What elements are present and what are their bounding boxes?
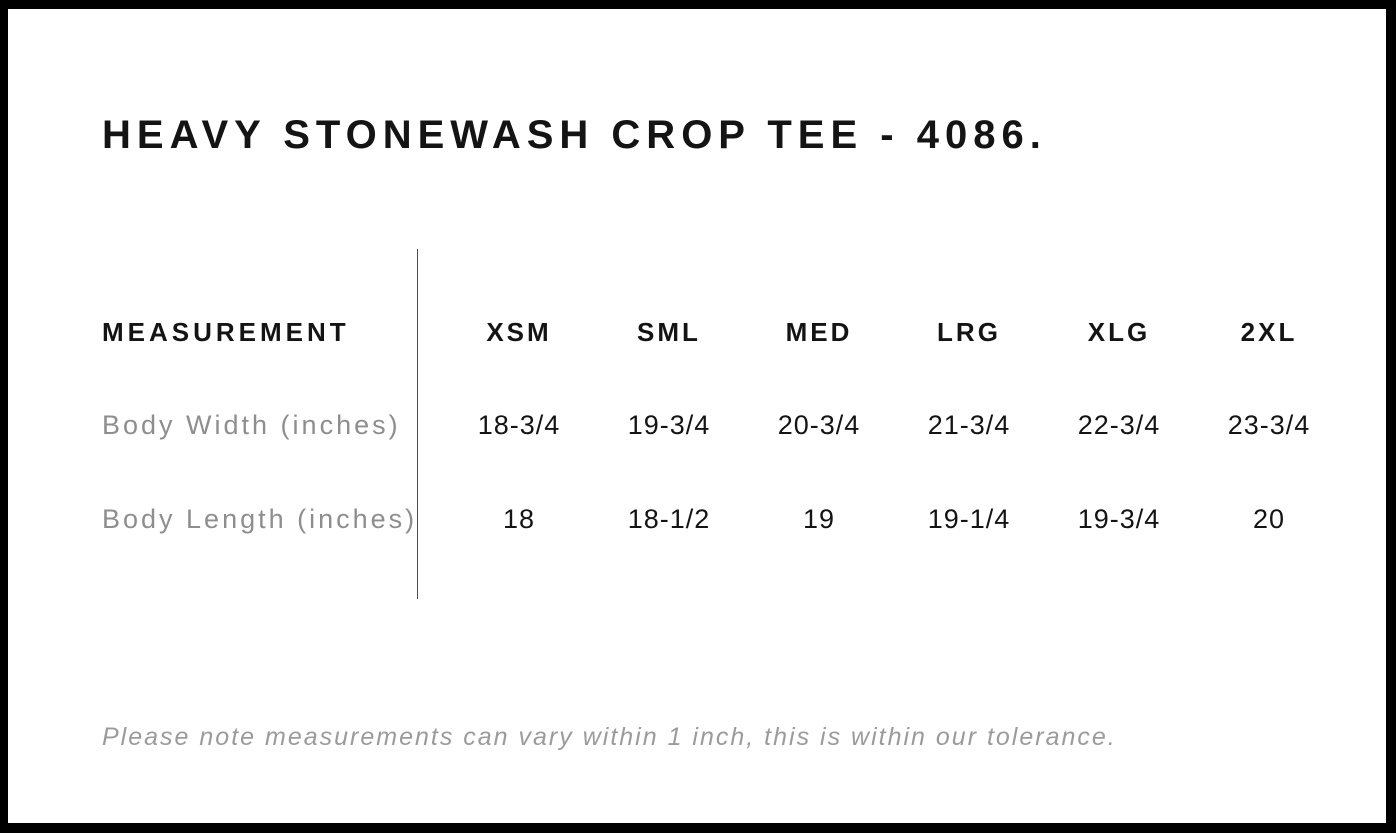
body-width-value-med: 20-3/4 (777, 410, 861, 441)
body-width-value-xsm: 18-3/4 (477, 410, 561, 441)
body-width-value-2xl: 23-3/4 (1227, 410, 1311, 441)
body-length-value-xsm: 18 (502, 504, 536, 535)
size-header-med: MED (785, 316, 853, 347)
size-header-sml: SML (637, 316, 701, 347)
body-length-value-lrg: 19-1/4 (927, 504, 1011, 535)
size-header-xlg: XLG (1087, 316, 1151, 347)
body-length-value-sml: 18-1/2 (627, 504, 711, 535)
size-header-2xl: 2XL (1240, 316, 1298, 347)
measurement-column-header: MEASUREMENT (102, 316, 350, 347)
row-label-body-width: Body Width (inches) (102, 410, 401, 441)
body-width-value-lrg: 21-3/4 (927, 410, 1011, 441)
size-header-lrg: LRG (937, 316, 1001, 347)
body-length-value-xlg: 19-3/4 (1077, 504, 1161, 535)
body-width-value-sml: 19-3/4 (627, 410, 711, 441)
body-length-value-med: 19 (802, 504, 836, 535)
page-title: HEAVY STONEWASH CROP TEE - 4086. (102, 113, 1047, 157)
body-length-value-2xl: 20 (1252, 504, 1286, 535)
size-table (102, 285, 1344, 567)
size-header-xsm: XSM (486, 316, 552, 347)
body-width-value-xlg: 22-3/4 (1077, 410, 1161, 441)
row-label-body-length: Body Length (inches) (102, 504, 418, 535)
tolerance-note: Please note measurements can vary within 1 inch, this is within our tolerance. (102, 723, 1117, 751)
